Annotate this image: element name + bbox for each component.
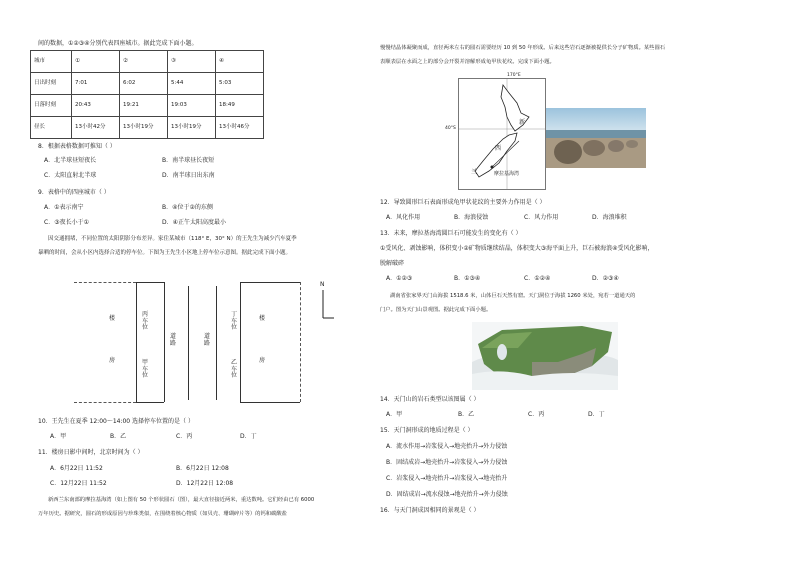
moeraki-boulders-photo [546,108,646,168]
passage-top-line2: 表顺表层在水面之上的部分会开裂并溶解形成龟甲状花纹。完成下面小题。 [380,59,555,65]
q10-option-b[interactable]: B．乙 [110,433,127,440]
map-longitude: 170°E [507,73,521,78]
building-left-right [164,282,165,402]
question-15: 15．天门洞形成的地质过程是（ ） [380,427,474,434]
table-cell: ③ [168,51,216,73]
question-16: 16．与天门洞成因相同的景观是（ ） [380,507,480,514]
q9-option-a[interactable]: A．①表示南宁 [44,204,84,211]
building-left-bottom [136,402,164,403]
table-cell: ④ [216,51,264,73]
q12-option-d[interactable]: D．海浪堆积 [592,214,627,221]
table-cell: 13小时42分 [72,117,120,139]
parking-lot-jia: 甲车位 [141,359,148,380]
q13-option-d[interactable]: D．②③④ [592,275,619,282]
q15-option-c[interactable]: C．岩浆侵入→地壳抬升→岩浆侵入→地壳抬升 [386,475,508,482]
table-cell: 13小时19分 [120,117,168,139]
question-9: 9．表格中的四座城市（ ） [38,189,110,196]
q12-option-c[interactable]: C．风力作用 [524,214,559,221]
q13-statements-line1: ①受风化、剥蚀影响，体积变小②矿物质继续结晶，体积变大③海平面上升，巨石被海浪④受风化影响， [380,245,654,252]
passage-tianmen-line1: 湖南省张家界天门山海拔 1518.6 米，山体巨石天然有窟。天门洞位于海拔 1260 米处，宛若一道通天的 [390,293,636,299]
q8-option-d[interactable]: D．南半球日出东南 [162,172,215,179]
passage-parking-line1: 因交通拥堵，不同位置的太阳阴影分布差异。家住某城市（118° E，30° N）的王先生为减少汽车夏季 [48,236,297,242]
q13-option-a[interactable]: A．①②③ [386,275,413,282]
q8-option-c[interactable]: C．太阳直射北半球 [44,172,97,179]
table-row [31,117,264,139]
building-right-label-2: 房 [258,357,265,364]
q13-option-c[interactable]: C．①②④ [524,275,551,282]
q8-option-a[interactable]: A．北半球昼短夜长 [44,157,97,164]
table-cell: 5:44 [168,73,216,95]
table-row [31,73,264,95]
q13-statements-line2: 脱解破碎 [380,260,405,267]
q8-option-b[interactable]: B．南半球昼长夜短 [162,157,215,164]
map-label-lan: 兰 [471,169,478,176]
table-row [31,51,264,73]
building-left-edge [136,282,137,402]
table-cell: 6:02 [120,73,168,95]
table-cell: 13小时19分 [168,117,216,139]
q12-option-a[interactable]: A．风化作用 [386,214,421,221]
q15-option-a[interactable]: A．流水作用→岩浆侵入→地壳抬升→外力侵蚀 [386,443,508,450]
q10-option-a[interactable]: A．甲 [50,433,67,440]
left-boundary-dash [74,282,136,283]
table-cell: ② [120,51,168,73]
table-cell: 7:01 [72,73,120,95]
road-label-2: 道路 [203,333,210,347]
q11-option-b[interactable]: B．6月22日 12:08 [176,465,229,472]
building-left-label-2: 房 [108,357,115,364]
q9-option-c[interactable]: C．③夜长小于① [44,219,89,226]
map-latitude: 40°S [445,126,456,131]
q14-option-b[interactable]: B．乙 [458,411,475,418]
passage-tianmen-line2: 门户。图为天门山景观图。据此完成下面小题。 [380,307,492,313]
passage-parking-line2: 暴晒的时间，会从小区内选择合适的停车位。下图为王先生小区地上停车位示意图。据此完成下面小题。 [38,250,292,256]
north-arrow-icon [316,282,336,322]
table-cell: 5:03 [216,73,264,95]
tianmen-mountain-photo [472,322,618,390]
question-10: 10．王先生在夏季 12:00～14:00 选择停车位置的是（ ） [38,418,194,425]
q15-option-b[interactable]: B．固结成岩→地壳抬升→岩浆侵入→外力侵蚀 [386,459,508,466]
question-13: 13．未来，摩拉基海湾圆巨石可能发生的变化有（ ） [380,230,522,237]
intro-text: 间的数据，①②③④分别代表四座城市。据此完成下面小题。 [38,40,198,47]
table-cell: 城市 [31,51,72,73]
question-12: 12．导致圆形巨石表面形成龟甲状花纹的主要外力作用是（ ） [380,199,546,206]
q11-option-c[interactable]: C．12月22日 11:52 [50,480,107,487]
q10-option-d[interactable]: D．丁 [240,433,257,440]
q14-option-d[interactable]: D．丁 [588,411,605,418]
q14-option-c[interactable]: C．丙 [528,411,545,418]
table-cell: 日出时刻 [31,73,72,95]
q12-option-b[interactable]: B．海浪侵蚀 [454,214,489,221]
right-boundary-dash [300,282,301,402]
road-label-1: 道路 [169,333,176,347]
question-14: 14．天门山的岩石类型以该图属（ ） [380,396,480,403]
road-line-1 [188,286,189,400]
question-8: 8．根据表格数据可推知（ ） [38,143,116,150]
map-label-bay: 摩拉基海湾 [494,171,520,177]
map-label-xin: 新 [519,119,526,126]
table-row [31,95,264,117]
parking-lot-ding: 丁车位 [230,311,237,332]
table-cell: 19:21 [120,95,168,117]
left-bottom-dash [74,402,136,403]
north-label: N [320,281,325,288]
parking-lot-yi: 乙车位 [230,359,237,380]
parking-lot-bing: 丙车位 [141,311,148,332]
passage-boulders-line2: 万年历史。据研究，圆石的形成原因与珍珠类似，在围绕着核心物质（如贝壳、珊瑚碎片等）的钙和碳酸盐 [38,511,287,517]
building-right-top [240,282,300,283]
q15-option-d[interactable]: D．固结成岩→流水侵蚀→地壳抬升→外力侵蚀 [386,491,508,498]
table-cell: 19:03 [168,95,216,117]
sunrise-table [30,50,264,139]
q9-option-d[interactable]: D．④正午太阳高度最小 [162,219,226,226]
q10-option-c[interactable]: C．丙 [176,433,193,440]
map-label-xi: 西 [495,145,502,152]
building-right-left [240,282,241,402]
new-zealand-map [445,73,546,190]
table-cell: 18:49 [216,95,264,117]
building-right-label-1: 楼 [258,315,265,322]
q13-option-b[interactable]: B．①③④ [454,275,481,282]
building-left-label-1: 楼 [108,315,115,322]
table-cell: ① [72,51,120,73]
q14-option-a[interactable]: A．甲 [386,411,403,418]
q11-option-d[interactable]: D．12月22日 12:08 [176,480,234,487]
building-right-bottom [240,402,300,403]
q9-option-b[interactable]: B．④位于②的东侧 [162,204,213,211]
passage-top-line1: 慢慢结晶体凝聚而成，直径两米左右的圆石需要经历 10 到 50 年形成。后来这些岩石逐渐被提供长分子矿物质。某些圆石 [380,45,666,51]
road-line-2 [216,286,217,400]
q11-option-a[interactable]: A．6月22日 11:52 [50,465,103,472]
table-cell: 昼长 [31,117,72,139]
passage-boulders-line1: 新西兰东南部的摩拉基海湾（如上图有 50 个形状圆石（图），最大直径接近两米，重达数吨。它们经由已有 6000 [48,497,315,503]
table-cell: 20:43 [72,95,120,117]
building-left-top [136,282,164,283]
question-11: 11．楼房日影中间时，北京时间为（ ） [38,449,144,456]
table-cell: 日落时刻 [31,95,72,117]
table-cell: 13小时46分 [216,117,264,139]
